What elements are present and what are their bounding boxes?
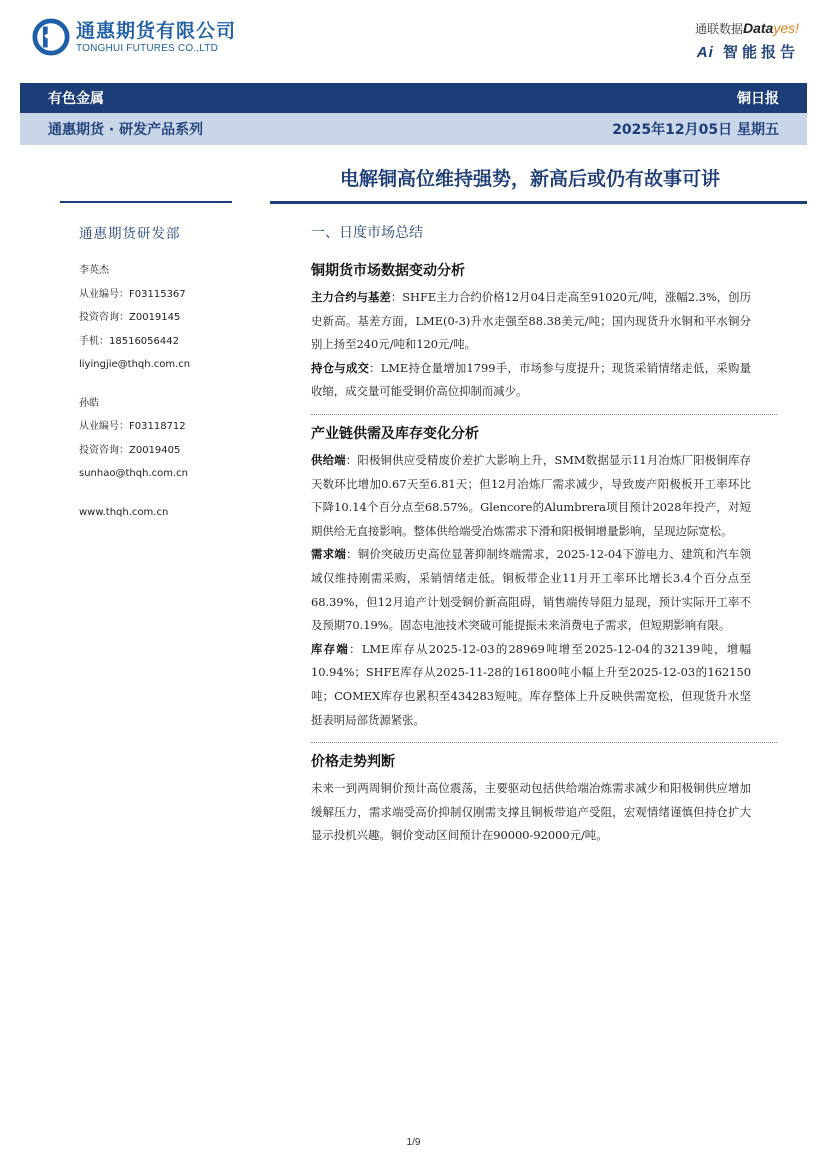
- ai-mark: Ai: [696, 44, 714, 61]
- block1-p2-label: 持仓与成交: [311, 360, 370, 375]
- report-title: 电解铜高位维持强势，新高后或仍有故事可讲: [339, 168, 720, 190]
- block2-p3-label: 库存端: [311, 641, 350, 656]
- page-number: 1/9: [406, 1137, 421, 1148]
- analyst1-email[interactable]: liyingjie@thqh.com.cn: [79, 359, 191, 370]
- report-type-label: 铜日报: [737, 91, 779, 107]
- category-bar: [20, 83, 807, 113]
- title-rule: [270, 201, 807, 204]
- block1-paragraph-1: [311, 286, 751, 357]
- category-label: 有色金属: [48, 91, 104, 107]
- datayes-brand: Data: [742, 20, 774, 36]
- report-date: 2025年12月05日 星期五: [612, 122, 779, 138]
- analyst2-consult: 投资咨询：Z0019405: [79, 444, 181, 456]
- analyst1-name: 李英杰: [79, 265, 109, 276]
- series-label: 通惠期货 · 研发产品系列: [48, 122, 204, 138]
- block2-paragraph-2: [311, 543, 751, 637]
- block2-p3-text: ：LME库存从2025-12-03的28969吨增至2025-12-04的32139吨，增幅10.94%；SHFE库存从2025-11-28的161800吨小幅上升至2025-12-03的162150吨；COMEX库存也累积至434283短吨。库存整体上升反映供需宽松，但现货升水坚挺表明局部货源紧张。: [311, 641, 751, 727]
- analyst1-license: 从业编号：F03115367: [79, 288, 186, 300]
- company-name-en: TONGHUI FUTURES CO.,LTD: [76, 42, 219, 54]
- block2-p2-label: 需求端: [311, 547, 347, 562]
- block3-paragraph-1: 未来一到两周铜价预计高位震荡，主要驱动包括供给端冶炼需求减少和阳极铜供应增加缓解压力，需求端受高价抑制仅刚需支撑且铜板带追产受阻，宏观情绪谨慎但持仓扩大显示投机兴趣。铜价变动区间预计在90000-92000元/吨。: [311, 781, 751, 843]
- company-name-cn: 通惠期货有限公司: [76, 19, 237, 42]
- research-dept: 通惠期货研发部: [79, 226, 181, 242]
- block2-heading: 产业链供需及库存变化分析: [311, 425, 479, 442]
- report-body: [311, 222, 751, 848]
- block2-paragraph-3: [311, 638, 751, 732]
- tonghui-logo-icon: [32, 18, 70, 56]
- analyst1-phone: 手机：18516056442: [79, 335, 179, 347]
- block2-p1-label: 供给端: [311, 452, 346, 467]
- divider: [311, 742, 777, 743]
- block2-p1-text: ：阳极铜供应受精废价差扩大影响上升，SMM数据显示11月冶炼厂阳极铜库存天数环比增加0.67天至6.81天；但12月冶炼厂需求减少，导致废产阳极板开工率环比下降10.14个百分点至68.57%。Glencore的Alumbrera项目预计2028年投产，对短期供给无直接影响。整体供给端受冶炼需求下滑和阳极铜增量影响，呈现边际宽松。: [311, 452, 751, 538]
- sidebar-rule: [60, 201, 232, 203]
- datayes-logo: [695, 20, 799, 62]
- block1-p1-text: ：SHFE主力合约价格12月04日走高至91020元/吨，涨幅2.3%，创历史新高。基差方面，LME(0-3)升水走强至88.38美元/吨；国内现货升水铜和平水铜分别上扬至240元/吨和120元/吨。: [311, 290, 751, 352]
- analyst2-name: 孙皓: [79, 397, 99, 409]
- datayes-prefix: 通联数据: [694, 22, 743, 36]
- block3-heading: 价格走势判断: [311, 754, 395, 771]
- series-bar: [20, 113, 807, 145]
- analyst-sidebar: [79, 222, 249, 524]
- block2-paragraph-1: [311, 449, 751, 543]
- analyst2-license: 从业编号：F03118712: [79, 421, 186, 432]
- analyst2-email[interactable]: sunhao@thqh.com.cn: [79, 468, 188, 479]
- block1-p2-text: ：LME持仓量增加1799手，市场参与度提升；现货采销情绪走低，采购量收缩，成交量可能受铜价高位抑制而减少。: [311, 360, 751, 399]
- block1-heading: 铜期货市场数据变动分析: [311, 263, 465, 279]
- section-heading: 一、日度市场总结: [311, 225, 423, 241]
- analyst1-consult: 投资咨询：Z0019145: [79, 312, 181, 323]
- website-link[interactable]: www.thqh.com.cn: [79, 506, 169, 518]
- datayes-suffix: yes!: [773, 20, 799, 36]
- block1-p1-label: 主力合约与基差: [311, 290, 391, 304]
- block2-p2-text: ：铜价突破历史高位显著抑制终端需求，2025-12-04下游电力、建筑和汽车领域仅维持刚需采购，采销情绪走低。铜板带企业11月开工率环比增长3.4个百分点至68.39%，但12月追产计划受铜价新高阻碍，销售端传导阻力显现，预计实际开工率不及预期70.19%。固态电池技术突破可能提振未来消费电子需求，但短期影响有限。: [311, 547, 751, 633]
- ai-report-text: 智能报告: [722, 43, 799, 61]
- block1-paragraph-2: [311, 357, 751, 404]
- company-logo: [32, 18, 236, 56]
- divider: [311, 414, 777, 415]
